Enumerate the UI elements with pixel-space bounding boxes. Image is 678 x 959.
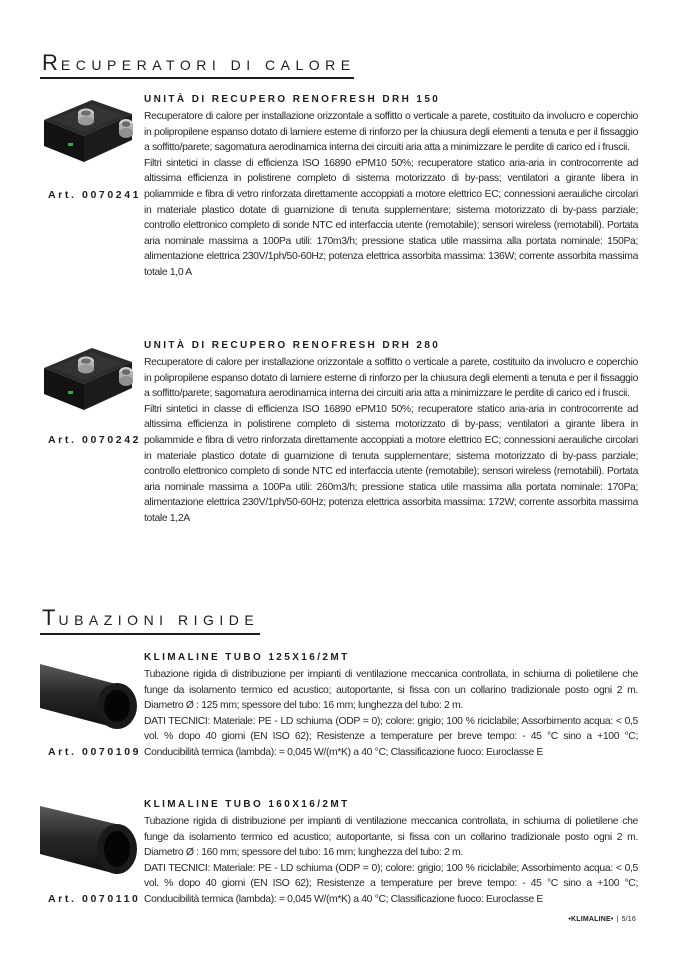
section-title-text: ECUPERATORI DI CALORE bbox=[60, 57, 356, 73]
description-paragraph: Tubazione rigida di distribuzione per impianti di ventilazione meccanica controllata, in schiuma di polietilene che funge da isolamento termico ed acustico; autoportante, si fissa con un collarino tradizionale posto ogni 2 m. Diametro Ø : 160 mm; spessore del tubo: 16 mm; lunghezza del tubo: 2 m. bbox=[144, 816, 638, 859]
description-paragraph: DATI TECNICI: Materiale: PE - LD schiuma (ODP = 0); colore: grigio; 100 % riciclabile; Assorbimento acqua: < 0,5 vol. % dopo 40 giorni (EN ISO 62); Resistenze a temperature per breve tempo: - 45 °C sino a +100 °C; Conducibilità termica (lambda): = 0,045 W/(m*K) a 40 °C; Classificazione fuoco: Euroclasse E bbox=[144, 715, 638, 758]
description-paragraph: Filtri sintetici in classe di efficienza ISO 16890 ePM10 50%; recuperatore statico aria-aria in controcorrente ad altissima efficienza in polistirene completo di sistema motorizzato di by-pass; ventilatori a girante libera in poliammide e fibra di vetro rinforzata direttamente accoppiati a motore elettrico EC; connessioni aerauliche circolari in materiale plastico dotate di guarnizione di tenuta supplementare; sistema motorizzato di by-pass parziale; controllo elettronico completo di sonde NTC ed interfaccia utente (remotabile); sensori wireless (remotabili). Portata aria nominale massima a 100Pa utili: 260m3/h; pressione statica utile massima alla portata nominale: 170Pa; alimentazione elettrica 230V/1ph/50-60Hz; potenza elettrica assorbita massima: 172W; corrente assorbita massima totale 1,2A bbox=[144, 403, 638, 524]
description-paragraph: Recuperatore di calore per installazione orizzontale a soffitto o verticale a parete, costituito da involucro e coperchio in polipropilene espanso dotato di lamiere esterne di rinforzo per la chiusura degli elementi a tenuta e per il fissaggio a soffitto/parete; sagomatura aerodinamica interna dei circuiti aria atta a minimizzare le perdite di carico ed i fruscii. bbox=[144, 111, 638, 154]
section-title-initial: R bbox=[42, 50, 61, 75]
product-description bbox=[144, 814, 638, 908]
section-divider bbox=[40, 77, 354, 79]
description-paragraph: Tubazione rigida di distribuzione per impianti di ventilazione meccanica controllata, in schiuma di polietilene che funge da isolamento termico ed acustico; autoportante, si fissa con un collarino tradizionale posto ogni 2 m. Diametro Ø : 125 mm; spessore del tubo: 16 mm; lunghezza del tubo: 2 m. bbox=[144, 669, 638, 712]
description-paragraph: DATI TECNICI: Materiale: PE - LD schiuma (ODP = 0); colore: grigio; 100 % riciclabile; Assorbimento acqua: < 0,5 vol. % dopo 40 giorni (EN ISO 62); Resistenze a temperature per breve tempo: - 45 °C sino a +100 °C; Conducibilità termica (lambda): = 0,045 W/(m*K) a 40 °C; Classificazione fuoco: Euroclasse E bbox=[144, 862, 638, 905]
section-title-recuperatori bbox=[42, 52, 356, 74]
heat-recovery-unit-image bbox=[40, 96, 136, 166]
product-title: KLIMALINE TUBO 125X16/2MT bbox=[144, 652, 350, 663]
description-paragraph: Recuperatore di calore per installazione orizzontale a soffitto o verticale a parete, costituito da involucro e coperchio in polipropilene espanso dotato di lamiere esterne di rinforzo per la chiusura degli elementi a tenuta e per il fissaggio a soffitto/parete; sagomatura aerodinamica interna dei circuiti aria atta a minimizzare le perdite di carico ed i fruscii. bbox=[144, 357, 638, 400]
article-number: Art. 0070241 bbox=[48, 189, 142, 201]
product-description bbox=[144, 109, 638, 281]
section-title-tubazioni bbox=[42, 607, 259, 629]
article-number: Art. 0070109 bbox=[48, 746, 142, 758]
product-description bbox=[144, 667, 638, 761]
product-title: UNITÀ DI RECUPERO RENOFRESH DRH 280 bbox=[144, 340, 441, 351]
product-title: KLIMALINE TUBO 160X16/2MT bbox=[144, 799, 350, 810]
page-footer bbox=[568, 916, 636, 923]
section-divider bbox=[40, 633, 260, 635]
article-number: Art. 0070242 bbox=[48, 434, 142, 446]
description-paragraph: Filtri sintetici in classe di efficienza ISO 16890 ePM10 50%; recuperatore statico aria-aria in controcorrente ad altissima efficienza in polistirene completo di sistema motorizzato di by-pass; ventilatori a girante libera in poliammide e fibra di vetro rinforzata direttamente accoppiati a motore elettrico EC; connessioni aerauliche circolari in materiale plastico dotate di guarnizione di tenuta supplementare; sistema motorizzato di by-pass parziale; controllo elettronico completo di sonde NTC ed interfaccia utente (remotabile); sensori wireless (remotabili). Portata aria nominale massima a 100Pa utili: 170m3/h; pressione statica utile massima alla portata nominale: 150Pa; alimentazione elettrica 230V/1ph/50-60Hz; potenza elettrica assorbita massima: 136W; corrente assorbita massima totale 1,0 A bbox=[144, 157, 638, 278]
section-title-initial: T bbox=[42, 605, 59, 630]
rigid-pipe-image bbox=[40, 800, 140, 880]
product-title: UNITÀ DI RECUPERO RENOFRESH DRH 150 bbox=[144, 94, 441, 105]
rigid-pipe-image bbox=[40, 656, 140, 736]
product-description bbox=[144, 355, 638, 527]
section-title-text: UBAZIONI RIGIDE bbox=[58, 612, 260, 628]
footer-brand: •KLIMALINE• bbox=[568, 916, 614, 923]
heat-recovery-unit-image bbox=[40, 344, 136, 414]
page-number: 5/16 bbox=[621, 916, 636, 923]
footer-separator: | bbox=[616, 916, 619, 923]
article-number: Art. 0070110 bbox=[48, 893, 141, 905]
